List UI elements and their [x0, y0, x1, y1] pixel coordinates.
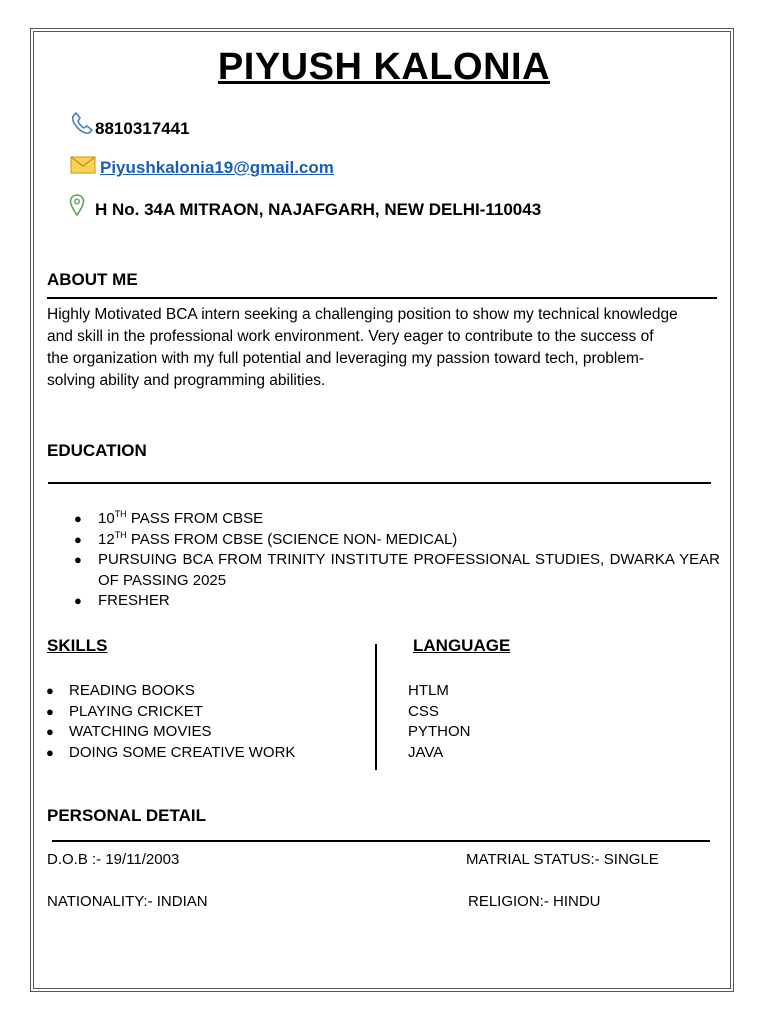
about-line: and skill in the professional work environment. Very eager to contribute to the success of	[47, 328, 654, 345]
education-item: ● 10TH PASS FROM CBSE	[47, 509, 720, 530]
marital-status-value: MATRIAL STATUS:- SINGLE	[466, 851, 659, 868]
language-list	[408, 681, 608, 763]
language-heading: LANGUAGE	[413, 636, 511, 655]
about-line: the organization with my full potential and leveraging my passion toward tech, problem-	[47, 350, 645, 367]
about-text	[47, 304, 723, 392]
education-item: ● PURSUING BCA FROM TRINITY INSTITUTE PROFESSIONAL STUDIES, DWARKA YEAR OF PASSING 2025	[74, 551, 720, 589]
education-item: ● 12TH PASS FROM CBSE (SCIENCE NON- MEDICAL)	[47, 530, 720, 551]
skill-item: ● WATCHING MOVIES	[47, 722, 367, 743]
bullet-icon: ●	[74, 531, 82, 547]
phone-number: 8810317441	[95, 119, 190, 138]
bullet-icon: ●	[74, 593, 82, 608]
language-item: CSS	[408, 702, 439, 720]
about-divider	[47, 297, 717, 299]
about-line: solving ability and programming abilities.	[47, 372, 326, 389]
bullet-icon: ●	[74, 511, 82, 526]
about-heading: ABOUT ME	[47, 270, 138, 289]
skill-item: ● DOING SOME CREATIVE WORK	[47, 743, 367, 764]
email-link[interactable]: Piyushkalonia19@gmail.com	[100, 158, 334, 177]
bullet-icon: ●	[46, 724, 54, 739]
location-pin-icon	[69, 194, 85, 218]
envelope-icon	[70, 156, 96, 174]
education-list	[47, 509, 720, 612]
dob-value: D.O.B :- 19/11/2003	[47, 851, 180, 868]
bullet-icon: ●	[74, 552, 82, 567]
skill-item: ● PLAYING CRICKET	[47, 702, 367, 723]
bullet-icon: ●	[46, 744, 54, 760]
language-item: JAVA	[408, 743, 444, 761]
education-item: ● FRESHER	[47, 591, 720, 612]
language-item: PYTHON	[408, 723, 471, 740]
education-heading: EDUCATION	[47, 441, 147, 460]
about-line: Highly Motivated BCA intern seeking a challenging position to show my technical knowledge	[47, 306, 678, 323]
education-divider	[48, 482, 711, 484]
language-item: HTLM	[408, 682, 449, 699]
address: H No. 34A MITRAON, NAJAFGARH, NEW DELHI-110043	[95, 200, 542, 219]
bullet-icon: ●	[46, 683, 54, 698]
nationality-value: NATIONALITY:- INDIAN	[47, 893, 208, 910]
bullet-icon: ●	[46, 703, 54, 719]
religion-value: RELIGION:- HINDU	[468, 893, 601, 910]
phone-icon	[70, 112, 96, 136]
skills-list	[47, 681, 367, 763]
skills-heading: SKILLS	[47, 636, 108, 655]
candidate-name: PIYUSH KALONIA	[217, 46, 551, 88]
personal-divider	[52, 840, 710, 842]
personal-heading: PERSONAL DETAIL	[47, 806, 206, 825]
skill-item: ● READING BOOKS	[47, 681, 367, 702]
column-divider	[375, 644, 377, 770]
